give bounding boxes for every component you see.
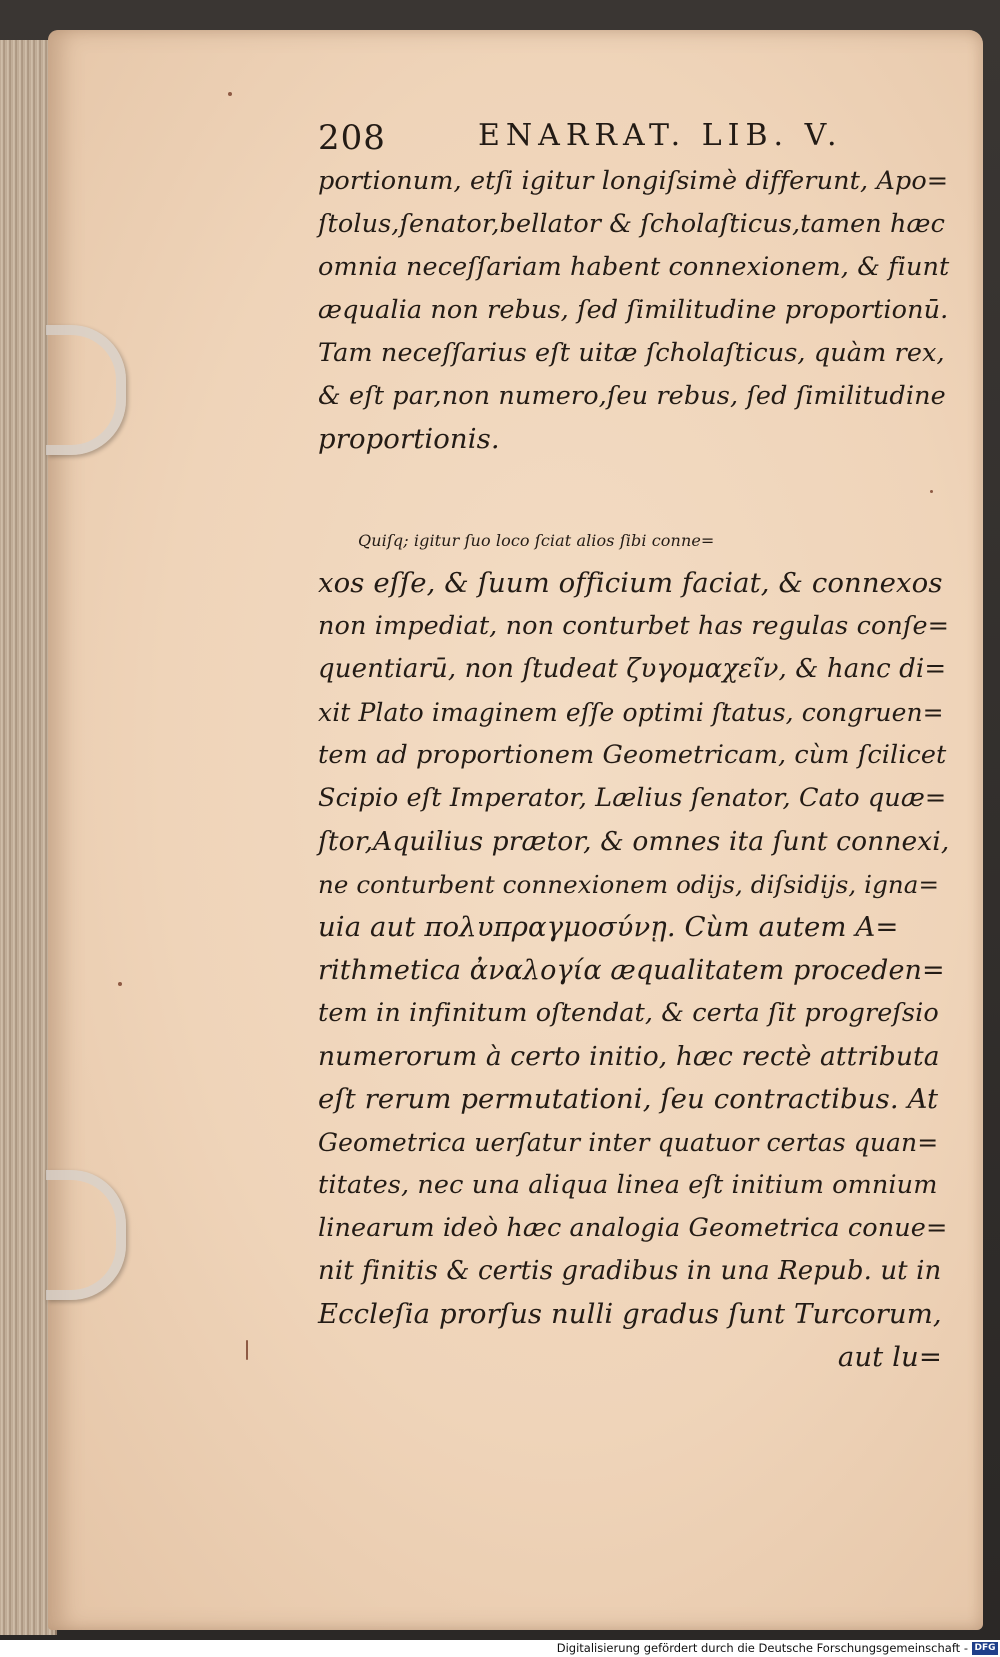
text-line: & eſt par,non numero,ſeu rebus, ſed ſimilitudine: [318, 381, 946, 411]
text-line: tem in infinitum oſtendat, & certa ſit progreſsio: [318, 998, 939, 1028]
page-number: 208: [318, 118, 386, 158]
funding-note: Digitalisierung gefördert durch die Deutsche Forschungsgemeinschaft -: [556, 1641, 968, 1655]
paper-speck: [118, 982, 122, 986]
running-title: ENARRAT. LIB. V.: [478, 118, 843, 153]
text-line: æqualia non rebus, ſed ſimilitudine proportionū.: [318, 295, 949, 325]
text-line: portionum, etſi igitur longiſsimè differunt, Apo=: [318, 166, 949, 196]
text-line: nit finitis & certis gradibus in una Repub. ut in: [318, 1256, 942, 1286]
text-line: omnia neceſſariam habent connexionem, & fiunt: [318, 252, 950, 282]
text-line: tem ad proportionem Geometricam, cùm ſcilicet: [318, 740, 947, 770]
paper-speck: [246, 1340, 248, 1360]
dfg-logo-icon: DFG: [972, 1642, 998, 1655]
page-clip-top: [46, 325, 126, 455]
page-clip-bottom: [46, 1170, 126, 1300]
catchword: aut lu=: [837, 1341, 942, 1373]
text-line: quentiarū, non ſtudeat ζυγομαχεῖν, & hanc di=: [318, 654, 947, 684]
text-line: Eccleſia prorſus nulli gradus ſunt Turcorum,: [318, 1298, 942, 1330]
text-line: xit Plato imaginem eſſe optimi ſtatus, congruen=: [318, 698, 944, 727]
text-line: proportionis.: [318, 423, 500, 455]
text-line: Quiſq; igitur ſuo loco ſciat alios ſibi conne=: [358, 531, 715, 550]
running-head: [318, 112, 948, 160]
text-line: ſtolus,ſenator,bellator & ſcholaſticus,tamen hæc: [318, 209, 945, 239]
text-line: xos eſſe, & ſuum officium faciat, & connexos: [318, 567, 943, 599]
text-line: Scipio eſt Imperator, Lælius ſenator, Cato quæ=: [318, 783, 947, 813]
text-line: Geometrica uerſatur inter quatuor certas quan=: [318, 1128, 939, 1157]
text-line: ne conturbent connexionem odijs, diſsidijs, igna=: [318, 870, 940, 899]
paper-speck: [228, 92, 232, 96]
text-line: numerorum à certo initio, hæc rectè attributa: [318, 1041, 940, 1072]
paragraph-2: [318, 519, 948, 1379]
text-line: non impediat, non conturbet has regulas conſe=: [318, 611, 950, 641]
text-line: Tam neceſſarius eſt uitæ ſcholaſticus, quàm rex,: [318, 338, 945, 368]
page-text: [318, 112, 948, 1379]
text-line: ſtor,Aquilius prætor, & omnes ita ſunt connexi,: [318, 826, 950, 857]
text-line: linearum ideò hæc analogia Geometrica conue=: [318, 1213, 948, 1243]
text-line: uia aut πολυπραγμοσύνῃ. Cùm autem A=: [318, 911, 899, 943]
text-line: titates, nec una aliqua linea eſt initium omnium: [318, 1170, 938, 1200]
text-line: rithmetica ἀναλογία æqualitatem proceden=: [318, 955, 945, 986]
paragraph-1: [318, 160, 948, 461]
text-line: eſt rerum permutationi, ſeu contractibus. At: [318, 1083, 939, 1115]
paragraph-gap: [318, 461, 948, 519]
